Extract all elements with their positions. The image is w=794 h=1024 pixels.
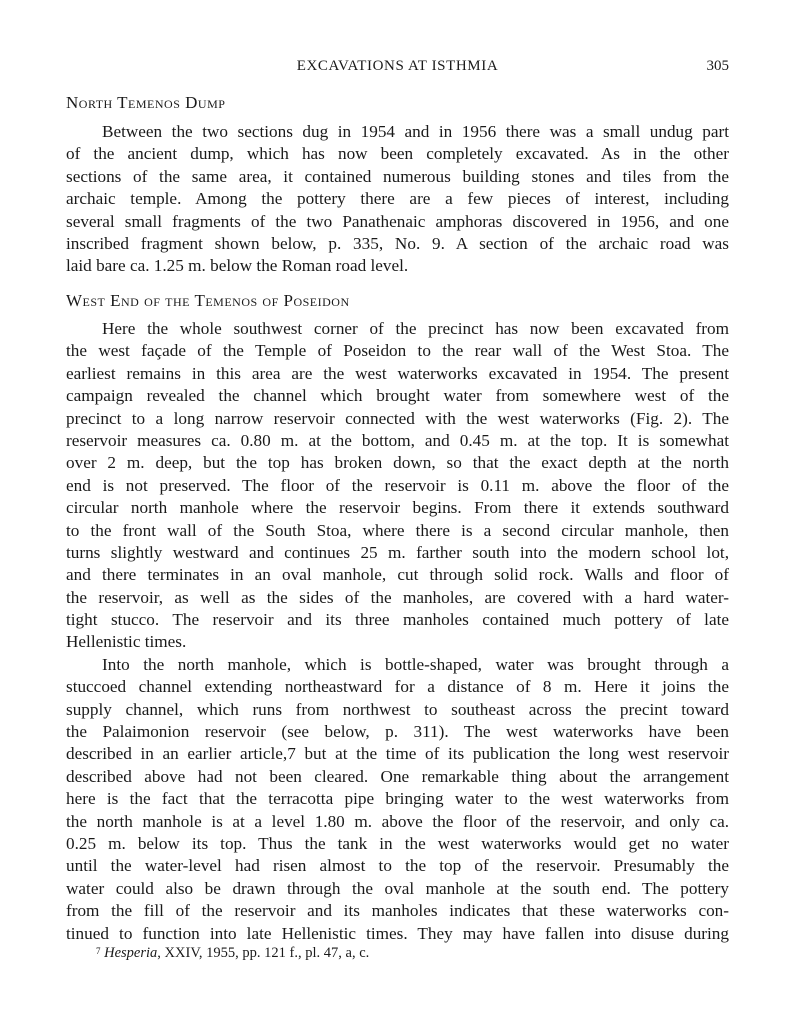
body-line: here is the fact that the terracotta pipe bringing water to the west waterworks from bbox=[66, 789, 729, 809]
body-line: tinued to function into late Hellenistic times. They may have fallen into disuse during bbox=[66, 923, 729, 943]
footnote-journal: Hesperia bbox=[104, 945, 158, 961]
footnote-citation: , XXIV, 1955, pp. 121 f., pl. 47, a, c. bbox=[157, 945, 370, 961]
body-line: laid bare ca. 1.25 m. below the Roman road level. bbox=[66, 256, 409, 276]
body-line: until the water-level had risen almost to the top of the reservoir. Presumably the bbox=[66, 856, 729, 876]
body-line: Into the north manhole, which is bottle-shaped, water was brought through a bbox=[102, 654, 729, 674]
body-line: the Palaimonion reservoir (see below, p. 311). The west waterworks have been bbox=[66, 722, 729, 742]
section-body-west-end-temenos bbox=[66, 318, 729, 945]
body-line: of the ancient dump, which has now been completely excavated. As in the other bbox=[66, 144, 729, 164]
body-line: Here the whole southwest corner of the precinct has now been excavated from bbox=[102, 319, 729, 338]
body-line: earliest remains in this area are the west waterworks excavated in 1954. The present bbox=[66, 363, 729, 383]
body-line: precinct to a long narrow reservoir connected with the west waterworks (Fig. 2). The bbox=[66, 408, 729, 428]
body-line: circular north manhole where the reservoir begins. From there it extends southward bbox=[66, 498, 729, 518]
body-line: described above had not been cleared. One remarkable thing about the arrangement bbox=[66, 766, 729, 786]
body-line: turns slightly westward and continues 25 m. farther south into the modern school lot, bbox=[66, 542, 729, 562]
body-line: over 2 m. deep, but the top has broken down, so that the exact depth at the north bbox=[66, 453, 729, 473]
body-line: the north manhole is at a level 1.80 m. above the floor of the reservoir, and only ca. bbox=[66, 811, 729, 831]
body-line: the reservoir, as well as the sides of the manholes, are covered with a hard water- bbox=[66, 587, 729, 607]
body-line: several small fragments of the two Panathenaic amphoras discovered in 1956, and one bbox=[66, 211, 729, 231]
body-line: 0.25 m. below its top. Thus the tank in the west waterworks would get no water bbox=[66, 833, 729, 853]
page-number: 305 bbox=[706, 58, 729, 74]
body-line: Between the two sections dug in 1954 and in 1956 there was a small undug part bbox=[102, 122, 729, 141]
body-line: Hellenistic times. bbox=[66, 632, 187, 652]
running-title: EXCAVATIONS AT ISTHMIA bbox=[296, 58, 499, 74]
body-line: described in an earlier article,7 but at the time of its publication the long west reservoir bbox=[66, 744, 729, 764]
section-body-north-temenos-dump bbox=[66, 121, 729, 278]
body-line: archaic temple. Among the pottery there are a few pieces of interest, including bbox=[66, 189, 729, 209]
section-heading-west-end-temenos: West End of the Temenos of Poseidon bbox=[66, 291, 350, 310]
body-line: reservoir measures ca. 0.80 m. at the bottom, and 0.45 m. at the top. It is somewhat bbox=[66, 430, 729, 450]
body-line: from the fill of the reservoir and its manholes indicates that these waterworks con- bbox=[66, 901, 729, 921]
body-line: end is not preserved. The floor of the reservoir is 0.11 m. above the floor of the bbox=[66, 475, 729, 495]
section-heading-north-temenos-dump: North Temenos Dump bbox=[66, 93, 226, 112]
running-head bbox=[66, 58, 729, 78]
body-line: the west façade of the Temple of Poseidon to the rear wall of the West Stoa. The bbox=[66, 341, 729, 361]
body-line: and there terminates in an oval manhole, cut through solid rock. Walls and floor of bbox=[66, 565, 729, 585]
body-line: sections of the same area, it contained numerous building stones and tiles from the bbox=[66, 166, 729, 186]
body-line: supply channel, which runs from northwest to southeast across the precint toward bbox=[66, 699, 729, 719]
footnote bbox=[96, 945, 369, 962]
footnote-marker: 7 bbox=[96, 946, 101, 956]
body-line: water could also be drawn through the oval manhole at the south end. The pottery bbox=[66, 878, 729, 898]
body-line: tight stucco. The reservoir and its three manholes contained much pottery of late bbox=[66, 610, 729, 630]
body-line: stuccoed channel extending northeastward for a distance of 8 m. Here it joins the bbox=[66, 677, 729, 697]
body-line: to the front wall of the South Stoa, where there is a second circular manhole, then bbox=[66, 520, 729, 540]
body-line: inscribed fragment shown below, p. 335, No. 9. A section of the archaic road was bbox=[66, 233, 729, 253]
body-line: campaign revealed the channel which brought water from somewhere west of the bbox=[66, 386, 729, 406]
